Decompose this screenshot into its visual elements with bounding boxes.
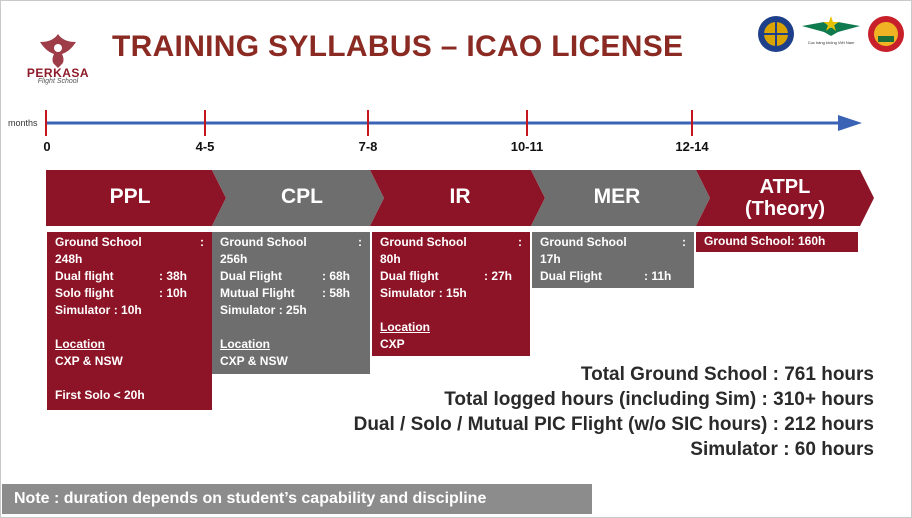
phase-label-atpl-line1: ATPL (759, 176, 811, 198)
cpl-location-heading: Location (220, 337, 270, 351)
atpl-details-box (696, 232, 858, 252)
ir-dual-value: : 27h (484, 269, 513, 283)
mer-details-box (532, 232, 694, 288)
phase-label-cpl: CPL (281, 185, 323, 208)
mer-ground-value: 17h (540, 252, 561, 266)
ir-ground-label: Ground School (380, 235, 467, 249)
axis-label-months: months (8, 118, 38, 128)
cpl-mutual-value: : 58h (322, 286, 351, 300)
mer-dual-value: : 11h (644, 269, 672, 283)
ir-ground-sep: : (518, 235, 522, 249)
ir-details-box (372, 232, 530, 356)
mer-ground-row (540, 234, 686, 251)
brand-name: PERKASA (26, 66, 90, 80)
cpl-sim-value: : 25h (278, 303, 307, 317)
phase-label-ir: IR (449, 185, 471, 208)
brand-tagline: Flight School (37, 78, 79, 85)
globe-seal-logo (756, 14, 796, 54)
cpl-ground-sep: : (358, 235, 362, 249)
ir-sim-label: Simulator (380, 286, 436, 300)
mer-ground-label: Ground School (540, 235, 627, 249)
ppl-dual-row (55, 268, 204, 285)
cpl-details-box (212, 232, 370, 374)
ppl-solo-value: : 10h (159, 286, 188, 300)
cpl-dual-value: : 68h (322, 269, 351, 283)
duration-note: Note : duration depends on student’s capability and discipline (2, 484, 592, 514)
ir-dual-label: Dual flight (380, 269, 439, 283)
cpl-mutual-row (220, 285, 362, 302)
ppl-ground-row (55, 234, 204, 251)
mer-dual-label: Dual Flight (540, 269, 602, 283)
summary-total-ground-school: Total Ground School : 761 hours (580, 364, 874, 385)
ppl-dual-value: : 38h (159, 269, 188, 283)
ir-sim-row (380, 285, 522, 302)
phase-label-atpl (730, 176, 840, 220)
cpl-location-value: CXP & NSW (220, 354, 288, 368)
ppl-location-value: CXP & NSW (55, 354, 123, 368)
ppl-ground-sep: : (200, 235, 204, 249)
cpl-dual-label: Dual Flight (220, 269, 282, 283)
ir-dual-row (380, 268, 522, 285)
tick-label-12-14: 12-14 (675, 139, 709, 154)
ppl-sim-value: : 10h (113, 303, 142, 317)
ppl-details-box (47, 232, 212, 410)
tick-label-0: 0 (43, 139, 51, 154)
ppl-first-solo: First Solo < 20h (55, 388, 145, 402)
mer-dual-row (540, 268, 686, 285)
partner-logo-caption: Cục hàng không Việt Nam (807, 40, 855, 45)
cpl-sim-row (220, 302, 362, 319)
cpl-ground-row (220, 234, 362, 251)
summary-simulator-hours: Simulator : 60 hours (690, 439, 874, 460)
ppl-solo-row (55, 285, 204, 302)
ir-ground-row (380, 234, 522, 251)
phase-label-mer: MER (593, 185, 641, 208)
summary-total-logged-hours: Total logged hours (including Sim) : 310+ hours (444, 389, 874, 410)
cpl-sim-label: Simulator (220, 303, 276, 317)
phase-label-ppl: PPL (109, 185, 151, 208)
cpl-dual-row (220, 268, 362, 285)
ppl-sim-row (55, 302, 204, 319)
ir-location-heading: Location (380, 320, 430, 334)
cpl-mutual-label: Mutual Flight (220, 286, 295, 300)
tick-label-7-8: 7-8 (358, 139, 378, 154)
ppl-ground-value: 248h (55, 252, 83, 266)
cpl-ground-value: 256h (220, 252, 248, 266)
ir-sim-value: : 15h (438, 286, 467, 300)
page-title: TRAINING SYLLABUS – ICAO LICENSE (112, 30, 684, 63)
ppl-sim-label: Simulator (55, 303, 111, 317)
tick-label-10-11: 10-11 (510, 139, 544, 154)
mer-ground-sep: : (682, 235, 686, 249)
ppl-solo-label: Solo flight (55, 286, 114, 300)
ppl-location-heading: Location (55, 337, 105, 351)
ppl-ground-label: Ground School (55, 235, 142, 249)
phase-label-atpl-line2: (Theory) (745, 198, 825, 220)
ir-location-value: CXP (380, 337, 405, 351)
tick-label-4-5: 4-5 (195, 139, 215, 154)
national-emblem-logo (866, 14, 906, 54)
summary-pic-flight-hours: Dual / Solo / Mutual PIC Flight (w/o SIC hours) : 212 hours (353, 414, 874, 435)
ir-ground-value: 80h (380, 252, 401, 266)
cpl-ground-label: Ground School (220, 235, 307, 249)
atpl-ground: Ground School: 160h (704, 234, 826, 248)
timeline-axis (0, 108, 912, 138)
ppl-dual-label: Dual flight (55, 269, 114, 283)
